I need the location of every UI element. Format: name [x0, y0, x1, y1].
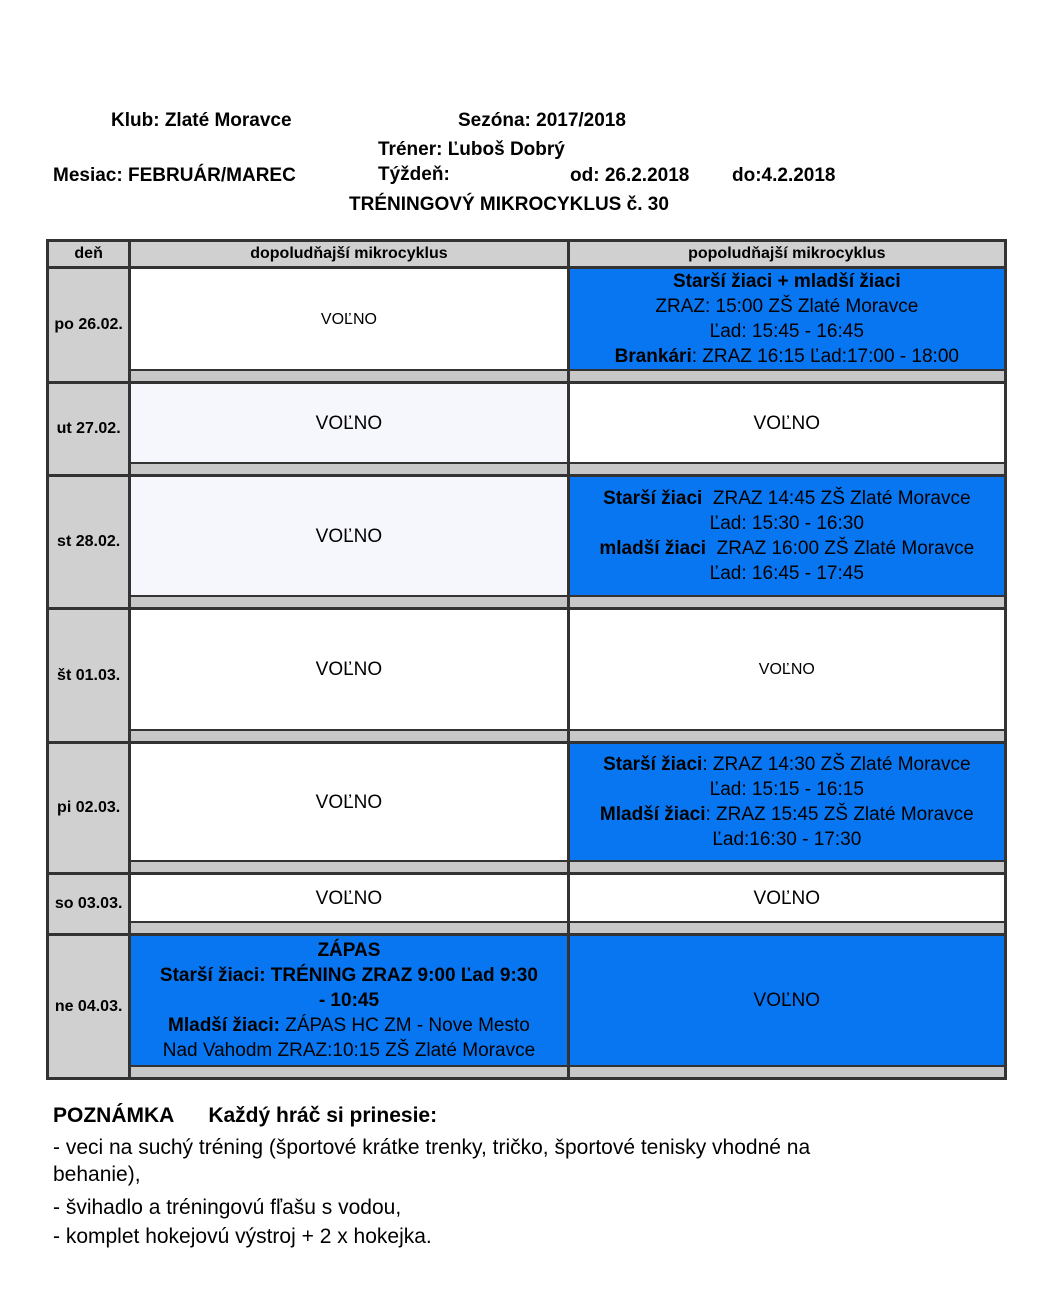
day-cell: po 26.02. [48, 268, 130, 383]
note-item: behanie), [53, 1163, 141, 1186]
cell-line-text: VOĽNO [753, 412, 821, 434]
morning-cell [131, 875, 566, 921]
cell-line-bold: ZÁPAS [317, 940, 381, 961]
afternoon-cell [570, 936, 1004, 1065]
cell-line-text: VOĽNO [315, 791, 383, 813]
cell-line-bold: Starší žiaci + mladší žiaci [673, 271, 901, 292]
cell-line [168, 1013, 530, 1038]
cell-line [754, 886, 821, 911]
col-day-header: deň [48, 241, 130, 268]
morning-cell [131, 610, 566, 729]
cell-line [316, 886, 383, 911]
cell-line-text: : ZRAZ 15:45 ZŠ Zlaté Moravce [705, 804, 974, 825]
cell-line-text: ZÁPAS HC ZM - Nove Mesto [279, 1015, 530, 1036]
table-row [48, 383, 1006, 476]
note-heading-line [53, 1102, 437, 1129]
cell-line-text: VOĽNO [753, 887, 821, 909]
table-row [48, 268, 1006, 383]
cell-line-text: ZRAZ 14:45 ZŠ Zlaté Moravce [702, 488, 971, 509]
cell-line-text: Ľad:16:30 - 17:30 [712, 829, 862, 850]
week-label: Týždeň: [378, 164, 450, 185]
note-label: POZNÁMKA [53, 1104, 175, 1127]
note-item: - švihadlo a tréningovú fľašu s vodou, [53, 1196, 402, 1219]
note-item: - veci na suchý tréning (športové krátke trenky, tričko, športové tenisky vhodné na [53, 1136, 811, 1159]
morning-cell [131, 384, 566, 462]
cell-line [754, 988, 821, 1013]
day-cell: pi 02.03. [48, 743, 130, 874]
season-label: Sezóna: 2017/2018 [458, 110, 626, 131]
afternoon-cell [570, 384, 1004, 462]
cell-line [710, 319, 864, 344]
cell-line-text: : ZRAZ 14:30 ZŠ Zlaté Moravce [702, 754, 971, 775]
cell-line-text: Nad Vahodm ZRAZ:10:15 ZŠ Zlaté Moravce [162, 1040, 536, 1061]
cell-line-bold: Mladší žiaci: [168, 1015, 280, 1036]
cell-line-bold: mladší žiaci [599, 538, 707, 559]
cell-line-text: VOĽNO [758, 661, 815, 678]
morning-cell [131, 744, 566, 860]
cell-line-text: VOĽNO [753, 990, 821, 1011]
cell-line [710, 777, 864, 802]
club-label: Klub: Zlaté Moravce [111, 110, 292, 131]
cell-line-text: Ľad: 16:45 - 17:45 [709, 563, 864, 584]
cell-line-text: VOĽNO [320, 310, 377, 328]
cell-line [759, 657, 815, 682]
cell-line [316, 790, 383, 815]
day-cell: ut 27.02. [48, 383, 130, 476]
table-row [48, 743, 1006, 874]
afternoon-cell [570, 269, 1004, 369]
cell-line-bold: Starší žiaci [603, 754, 703, 775]
cell-line-text: VOĽNO [315, 887, 383, 909]
col-afternoon-header: popoludňajší mikrocyklus [568, 241, 1005, 268]
month-label: Mesiac: FEBRUÁR/MAREC [53, 165, 296, 186]
cell-line [615, 344, 959, 369]
col-morning-header: dopoludňajší mikrocyklus [130, 241, 568, 268]
afternoon-cell [570, 610, 1004, 729]
day-cell: ne 04.03. [48, 935, 130, 1079]
table-row [48, 476, 1006, 609]
cell-line-bold: Starší žiaci: TRÉNING ZRAZ 9:00 Ľad 9:30 [159, 965, 538, 986]
document-title: TRÉNINGOVÝ MIKROCYKLUS č. 30 [349, 194, 669, 215]
cell-line-bold: Brankári [614, 346, 692, 367]
note-item: - komplet hokejovú výstroj + 2 x hokejka. [53, 1225, 432, 1248]
table-row [48, 874, 1006, 935]
day-cell: št 01.03. [48, 609, 130, 743]
table-header-row [48, 241, 1006, 268]
cell-line-text: VOĽNO [315, 659, 383, 680]
cell-line-text: : ZRAZ 16:15 Ľad:17:00 - 18:00 [691, 346, 959, 367]
cell-line [710, 511, 864, 536]
cell-line [600, 802, 974, 827]
cell-line [319, 988, 379, 1013]
cell-line-text: ZRAZ: 15:00 ZŠ Zlaté Moravce [655, 296, 919, 317]
afternoon-cell [570, 477, 1004, 595]
cell-line [317, 938, 380, 963]
cell-line-bold: Starší žiaci [603, 488, 703, 509]
cell-line-text: Ľad: 15:30 - 16:30 [709, 513, 864, 534]
cell-line-text: Ľad: 15:15 - 16:15 [709, 779, 864, 800]
cell-line-bold: - 10:45 [318, 990, 380, 1011]
cell-line-text: ZRAZ 16:00 ZŠ Zlaté Moravce [706, 538, 975, 559]
table-row [48, 609, 1006, 743]
morning-cell [131, 477, 566, 595]
note-heading: Každý hráč si prinesie: [208, 1104, 438, 1127]
afternoon-cell [570, 744, 1004, 860]
coach-label: Tréner: Ľuboš Dobrý [378, 139, 565, 160]
cell-line [316, 657, 383, 682]
day-cell: so 03.03. [48, 874, 130, 935]
afternoon-cell [570, 875, 1004, 921]
cell-line [603, 486, 970, 511]
cell-line [754, 411, 821, 436]
morning-cell [131, 269, 566, 369]
week-to: do:4.2.2018 [732, 165, 836, 186]
day-cell: st 28.02. [48, 476, 130, 609]
cell-line [163, 1038, 535, 1063]
cell-line-bold: Mladší žiaci [599, 804, 706, 825]
week-from: od: 26.2.2018 [570, 165, 690, 186]
cell-line [160, 963, 538, 988]
cell-line [316, 524, 383, 549]
schedule-table [46, 239, 1007, 1080]
cell-line [655, 294, 918, 319]
cell-line [316, 411, 383, 436]
cell-line [603, 752, 970, 777]
table-row [48, 935, 1006, 1079]
cell-line [599, 536, 974, 561]
morning-cell [131, 936, 566, 1065]
cell-line-text: VOĽNO [315, 525, 383, 547]
cell-line-text: Ľad: 15:45 - 16:45 [709, 321, 864, 342]
cell-line [712, 827, 861, 852]
cell-line-text: VOĽNO [315, 412, 383, 434]
cell-line [673, 269, 901, 294]
cell-line [710, 561, 864, 586]
cell-line [321, 307, 377, 332]
